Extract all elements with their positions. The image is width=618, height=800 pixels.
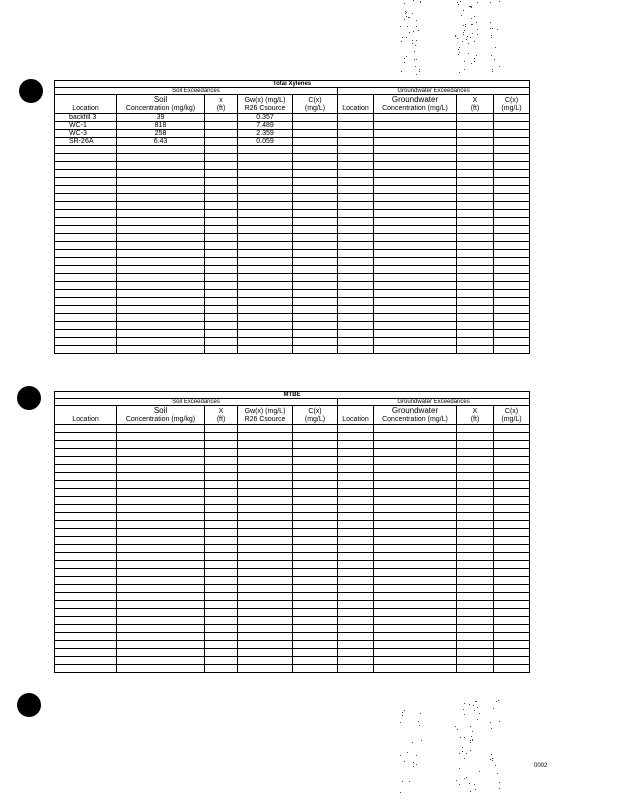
table-row xyxy=(55,114,530,122)
scan-speck xyxy=(416,26,417,27)
scan-speck xyxy=(419,69,420,70)
scan-speck xyxy=(412,13,413,14)
scan-speck xyxy=(474,58,475,59)
binder-hole-middle xyxy=(17,386,41,410)
table-row xyxy=(55,306,530,314)
scan-speck xyxy=(477,34,478,35)
table-row xyxy=(55,601,530,609)
scan-speck xyxy=(466,39,467,40)
col-cx: C(x) (mg/L) xyxy=(293,95,338,114)
table-row xyxy=(55,170,530,178)
scan-speck xyxy=(491,754,492,755)
row-gwx: 2.359 xyxy=(238,130,293,138)
scan-speck xyxy=(459,72,460,73)
table-row xyxy=(55,218,530,226)
scan-speck xyxy=(466,753,467,754)
scan-speck xyxy=(474,41,475,42)
scan-speck xyxy=(404,58,405,59)
scan-speck xyxy=(416,74,417,75)
table-row xyxy=(55,314,530,322)
scan-speck xyxy=(474,61,475,62)
row-location: WC-1 xyxy=(55,122,117,130)
table-row xyxy=(55,338,530,346)
table-row xyxy=(55,258,530,266)
table-row xyxy=(55,641,530,649)
scan-speck xyxy=(419,725,420,726)
row-location: WC-3 xyxy=(55,130,117,138)
table-row xyxy=(55,593,530,601)
scan-speck xyxy=(415,66,416,67)
scan-speck xyxy=(404,761,405,762)
row-gwx: 0.059 xyxy=(238,138,293,146)
scan-speck xyxy=(458,54,459,55)
table-row xyxy=(55,202,530,210)
table-row xyxy=(55,290,530,298)
scan-speck xyxy=(470,726,471,727)
col-gw-concentration: Groundwater Concentration (mg/L) xyxy=(374,95,457,114)
table-row xyxy=(55,545,530,553)
table-row xyxy=(55,657,530,665)
scan-speck xyxy=(459,47,460,48)
scan-speck xyxy=(490,2,491,3)
scan-speck xyxy=(464,61,465,62)
scan-speck xyxy=(498,700,499,701)
table-row xyxy=(55,617,530,625)
col-gw-location: Location xyxy=(338,406,374,425)
xylenes-soil-group-header: Soil Exceedances xyxy=(55,88,338,95)
table-row xyxy=(55,553,530,561)
scan-speck xyxy=(408,17,409,18)
col-gw-cx: C(x) (mg/L) xyxy=(494,95,530,114)
scan-speck xyxy=(497,773,498,774)
binder-hole-top xyxy=(19,79,43,103)
table-row xyxy=(55,473,530,481)
table-row xyxy=(55,162,530,170)
row-gwx: 0.357 xyxy=(238,114,293,122)
scan-speck xyxy=(491,35,492,36)
scan-speck xyxy=(490,722,491,723)
table-row xyxy=(55,346,530,354)
scan-speck xyxy=(477,719,478,720)
scan-speck xyxy=(418,721,419,722)
scan-speck xyxy=(460,737,461,738)
scan-speck xyxy=(463,25,464,26)
scan-speck xyxy=(418,30,419,31)
scan-speck xyxy=(457,38,458,39)
col-gw-concentration: Groundwater Concentration (mg/L) xyxy=(374,406,457,425)
scan-speck xyxy=(475,789,476,790)
scan-speck xyxy=(476,701,477,702)
scan-speck xyxy=(465,24,466,25)
mtbe-table-block xyxy=(54,391,529,673)
xylenes-column-headers xyxy=(55,95,530,114)
scan-speck xyxy=(413,762,414,763)
scan-speck xyxy=(407,26,408,27)
mtbe-blank-rows xyxy=(55,425,530,673)
table-row xyxy=(55,585,530,593)
scan-speck xyxy=(499,1,500,2)
scan-speck xyxy=(413,766,414,767)
table-row xyxy=(55,146,530,154)
scan-speck xyxy=(472,740,473,741)
scan-speck xyxy=(492,760,493,761)
row-location: SR-26A xyxy=(55,138,117,146)
table-row xyxy=(55,529,530,537)
scan-speck xyxy=(464,69,465,70)
table-row xyxy=(55,449,530,457)
scan-speck xyxy=(461,15,462,16)
scan-speck xyxy=(491,728,492,729)
col-x: x (ft) xyxy=(205,95,238,114)
scan-speck xyxy=(459,52,460,53)
table-row xyxy=(55,298,530,306)
scan-speck xyxy=(491,37,492,38)
col-x: X (ft) xyxy=(205,406,238,425)
scan-speck xyxy=(404,3,405,4)
scan-speck xyxy=(460,1,461,2)
xylenes-blank-rows xyxy=(55,146,530,354)
table-row xyxy=(55,226,530,234)
scan-speck xyxy=(402,781,403,782)
scan-speck xyxy=(464,703,465,704)
scan-speck xyxy=(406,12,407,13)
scan-speck xyxy=(406,16,407,17)
scan-speck xyxy=(459,753,460,754)
scan-speck xyxy=(468,53,469,54)
scan-speck xyxy=(404,710,405,711)
scan-speck xyxy=(400,722,401,723)
col-gw-cx: C(x) (mg/L) xyxy=(494,406,530,425)
scan-speck xyxy=(471,24,472,25)
scan-speck xyxy=(495,765,496,766)
table-row xyxy=(55,178,530,186)
scan-speck xyxy=(490,22,491,23)
scan-speck xyxy=(492,758,493,759)
scan-speck xyxy=(491,55,492,56)
col-gw-x: X (ft) xyxy=(457,406,494,425)
scan-speck xyxy=(457,2,458,3)
table-row xyxy=(55,665,530,673)
scan-speck xyxy=(420,713,421,714)
col-location: Location xyxy=(55,95,117,114)
scan-speck xyxy=(456,780,457,781)
scan-speck xyxy=(464,778,465,779)
row-location: backfill 3 xyxy=(55,114,117,122)
scan-speck xyxy=(455,726,456,727)
table-row xyxy=(55,561,530,569)
table-row xyxy=(55,425,530,433)
scan-speck xyxy=(497,29,498,30)
table-row xyxy=(55,489,530,497)
table-row xyxy=(55,609,530,617)
table-row xyxy=(55,234,530,242)
scan-speck xyxy=(493,708,494,709)
scan-speck xyxy=(400,755,401,756)
table-row xyxy=(55,330,530,338)
table-row xyxy=(55,266,530,274)
scan-speck xyxy=(459,768,460,769)
scan-speck xyxy=(469,704,470,705)
scan-speck xyxy=(455,36,456,37)
scan-speck xyxy=(458,4,459,5)
xylenes-table xyxy=(54,80,530,354)
scan-speck xyxy=(467,36,468,37)
scan-speck xyxy=(463,10,464,11)
scan-speck xyxy=(462,751,463,752)
mtbe-column-headers xyxy=(55,406,530,425)
scan-speck xyxy=(400,26,401,27)
mtbe-soil-group-header: Soil Exceedances xyxy=(55,399,338,406)
table-row xyxy=(55,154,530,162)
scan-speck xyxy=(470,791,471,792)
col-gw-x: X (ft) xyxy=(457,95,494,114)
scan-speck xyxy=(420,2,421,3)
col-location: Location xyxy=(55,406,117,425)
scan-speck xyxy=(402,712,403,713)
table-row xyxy=(55,282,530,290)
scan-speck xyxy=(499,782,500,783)
row-gwx: 7.489 xyxy=(238,122,293,130)
scan-speck xyxy=(415,45,416,46)
scan-speck xyxy=(492,28,493,29)
table-row xyxy=(55,505,530,513)
scan-speck xyxy=(471,18,472,19)
col-soil-concentration: Soil Concentration (mg/kg) xyxy=(117,95,205,114)
scan-speck xyxy=(421,740,422,741)
scan-speck xyxy=(474,710,475,711)
scan-speck xyxy=(412,43,413,44)
scan-speck xyxy=(477,2,478,3)
xylenes-table-block xyxy=(54,80,529,354)
table-row xyxy=(55,521,530,529)
xylenes-title: Total Xylenes xyxy=(55,81,530,88)
scan-speck xyxy=(476,22,477,23)
scan-speck xyxy=(413,31,414,32)
scan-speck xyxy=(464,30,465,31)
scan-speck xyxy=(474,16,475,17)
table-row xyxy=(55,433,530,441)
mtbe-title: MTBE xyxy=(55,392,530,399)
scan-speck xyxy=(462,41,463,42)
scan-speck xyxy=(464,758,465,759)
scan-speck xyxy=(402,37,403,38)
table-row xyxy=(55,322,530,330)
table-row xyxy=(55,649,530,657)
scan-speck xyxy=(412,40,413,41)
table-row xyxy=(55,186,530,194)
scan-speck xyxy=(477,29,478,30)
row-soil-concentration: 258 xyxy=(117,130,205,138)
scan-speck xyxy=(472,24,473,25)
table-row xyxy=(55,625,530,633)
scan-speck xyxy=(473,705,474,706)
col-gw-location: Location xyxy=(338,95,374,114)
scan-speck xyxy=(468,43,469,44)
table-row xyxy=(55,481,530,489)
scan-speck xyxy=(416,764,417,765)
scan-speck xyxy=(479,713,480,714)
scan-speck xyxy=(416,755,417,756)
scan-speck xyxy=(472,33,473,34)
binder-hole-bottom xyxy=(17,693,41,717)
table-row xyxy=(55,513,530,521)
scan-speck xyxy=(477,707,478,708)
col-gwx: Gw(x) (mg/L) R26 Csource xyxy=(238,406,293,425)
scan-speck xyxy=(407,752,408,753)
scan-speck xyxy=(419,71,420,72)
scan-speck xyxy=(479,771,480,772)
scan-speck xyxy=(463,34,464,35)
row-soil-concentration: 818 xyxy=(117,122,205,130)
scan-speck xyxy=(406,56,407,57)
row-soil-concentration: 6.43 xyxy=(117,138,205,146)
table-row xyxy=(55,274,530,282)
scan-speck xyxy=(499,66,500,67)
scan-speck xyxy=(465,26,466,27)
scan-speck xyxy=(405,11,406,12)
scan-speck xyxy=(471,736,472,737)
scan-speck xyxy=(402,715,403,716)
scan-speck xyxy=(412,742,413,743)
scan-speck xyxy=(492,71,493,72)
scan-speck xyxy=(459,784,460,785)
scan-speck xyxy=(409,32,410,33)
scan-speck xyxy=(490,759,491,760)
scan-speck xyxy=(464,737,465,738)
table-row xyxy=(55,497,530,505)
scan-speck xyxy=(499,788,500,789)
page-number: 0002 xyxy=(534,763,548,769)
table-row xyxy=(55,194,530,202)
table-row xyxy=(55,138,530,146)
table-row xyxy=(55,457,530,465)
table-row xyxy=(55,122,530,130)
scan-speck xyxy=(404,19,405,20)
table-row xyxy=(55,250,530,258)
scan-speck xyxy=(470,740,471,741)
scan-speck xyxy=(414,59,415,60)
table-row xyxy=(55,537,530,545)
scan-speck xyxy=(494,59,495,60)
scan-speck xyxy=(463,32,464,33)
scan-speck xyxy=(416,20,417,21)
table-row xyxy=(55,577,530,585)
scan-speck xyxy=(406,37,407,38)
scan-speck xyxy=(476,55,477,56)
scan-speck xyxy=(405,13,406,14)
table-row xyxy=(55,130,530,138)
col-soil-concentration: Soil Concentration (mg/kg) xyxy=(117,406,205,425)
scan-speck xyxy=(474,784,475,785)
scan-speck xyxy=(401,71,402,72)
scan-speck xyxy=(462,747,463,748)
table-row xyxy=(55,465,530,473)
row-soil-concentration: 39 xyxy=(117,114,205,122)
scan-speck xyxy=(469,783,470,784)
scan-speck xyxy=(458,49,459,50)
scan-speck xyxy=(457,729,458,730)
scan-speck xyxy=(466,777,467,778)
scan-speck xyxy=(464,714,465,715)
scan-speck xyxy=(416,59,417,60)
scan-speck xyxy=(413,0,414,1)
col-gwx: Gw(x) (mg/L) R26 Csource xyxy=(238,95,293,114)
mtbe-table xyxy=(54,391,530,673)
scan-speck xyxy=(409,781,410,782)
scan-speck xyxy=(472,731,473,732)
scan-speck xyxy=(470,37,471,38)
scan-speck xyxy=(401,41,402,42)
scan-speck xyxy=(471,7,472,8)
table-row xyxy=(55,210,530,218)
scan-speck xyxy=(495,47,496,48)
scan-speck xyxy=(470,750,471,751)
table-row xyxy=(55,242,530,250)
scan-speck xyxy=(490,28,491,29)
scan-speck xyxy=(471,63,472,64)
table-row xyxy=(55,633,530,641)
scan-speck xyxy=(499,721,500,722)
col-cx: C(x) (mg/L) xyxy=(293,406,338,425)
mtbe-gw-group-header: Groundwater Exceedances xyxy=(338,399,530,406)
scan-speck xyxy=(404,62,405,63)
scan-speck xyxy=(416,40,417,41)
scan-speck xyxy=(409,17,410,18)
table-row xyxy=(55,441,530,449)
scan-speck xyxy=(414,51,415,52)
scan-speck xyxy=(496,701,497,702)
xylenes-gw-group-header: Groundwater Exceedances xyxy=(338,88,530,95)
scan-speck xyxy=(492,69,493,70)
scan-speck xyxy=(463,709,464,710)
table-row xyxy=(55,569,530,577)
scan-speck xyxy=(470,742,471,743)
scan-speck xyxy=(400,792,401,793)
